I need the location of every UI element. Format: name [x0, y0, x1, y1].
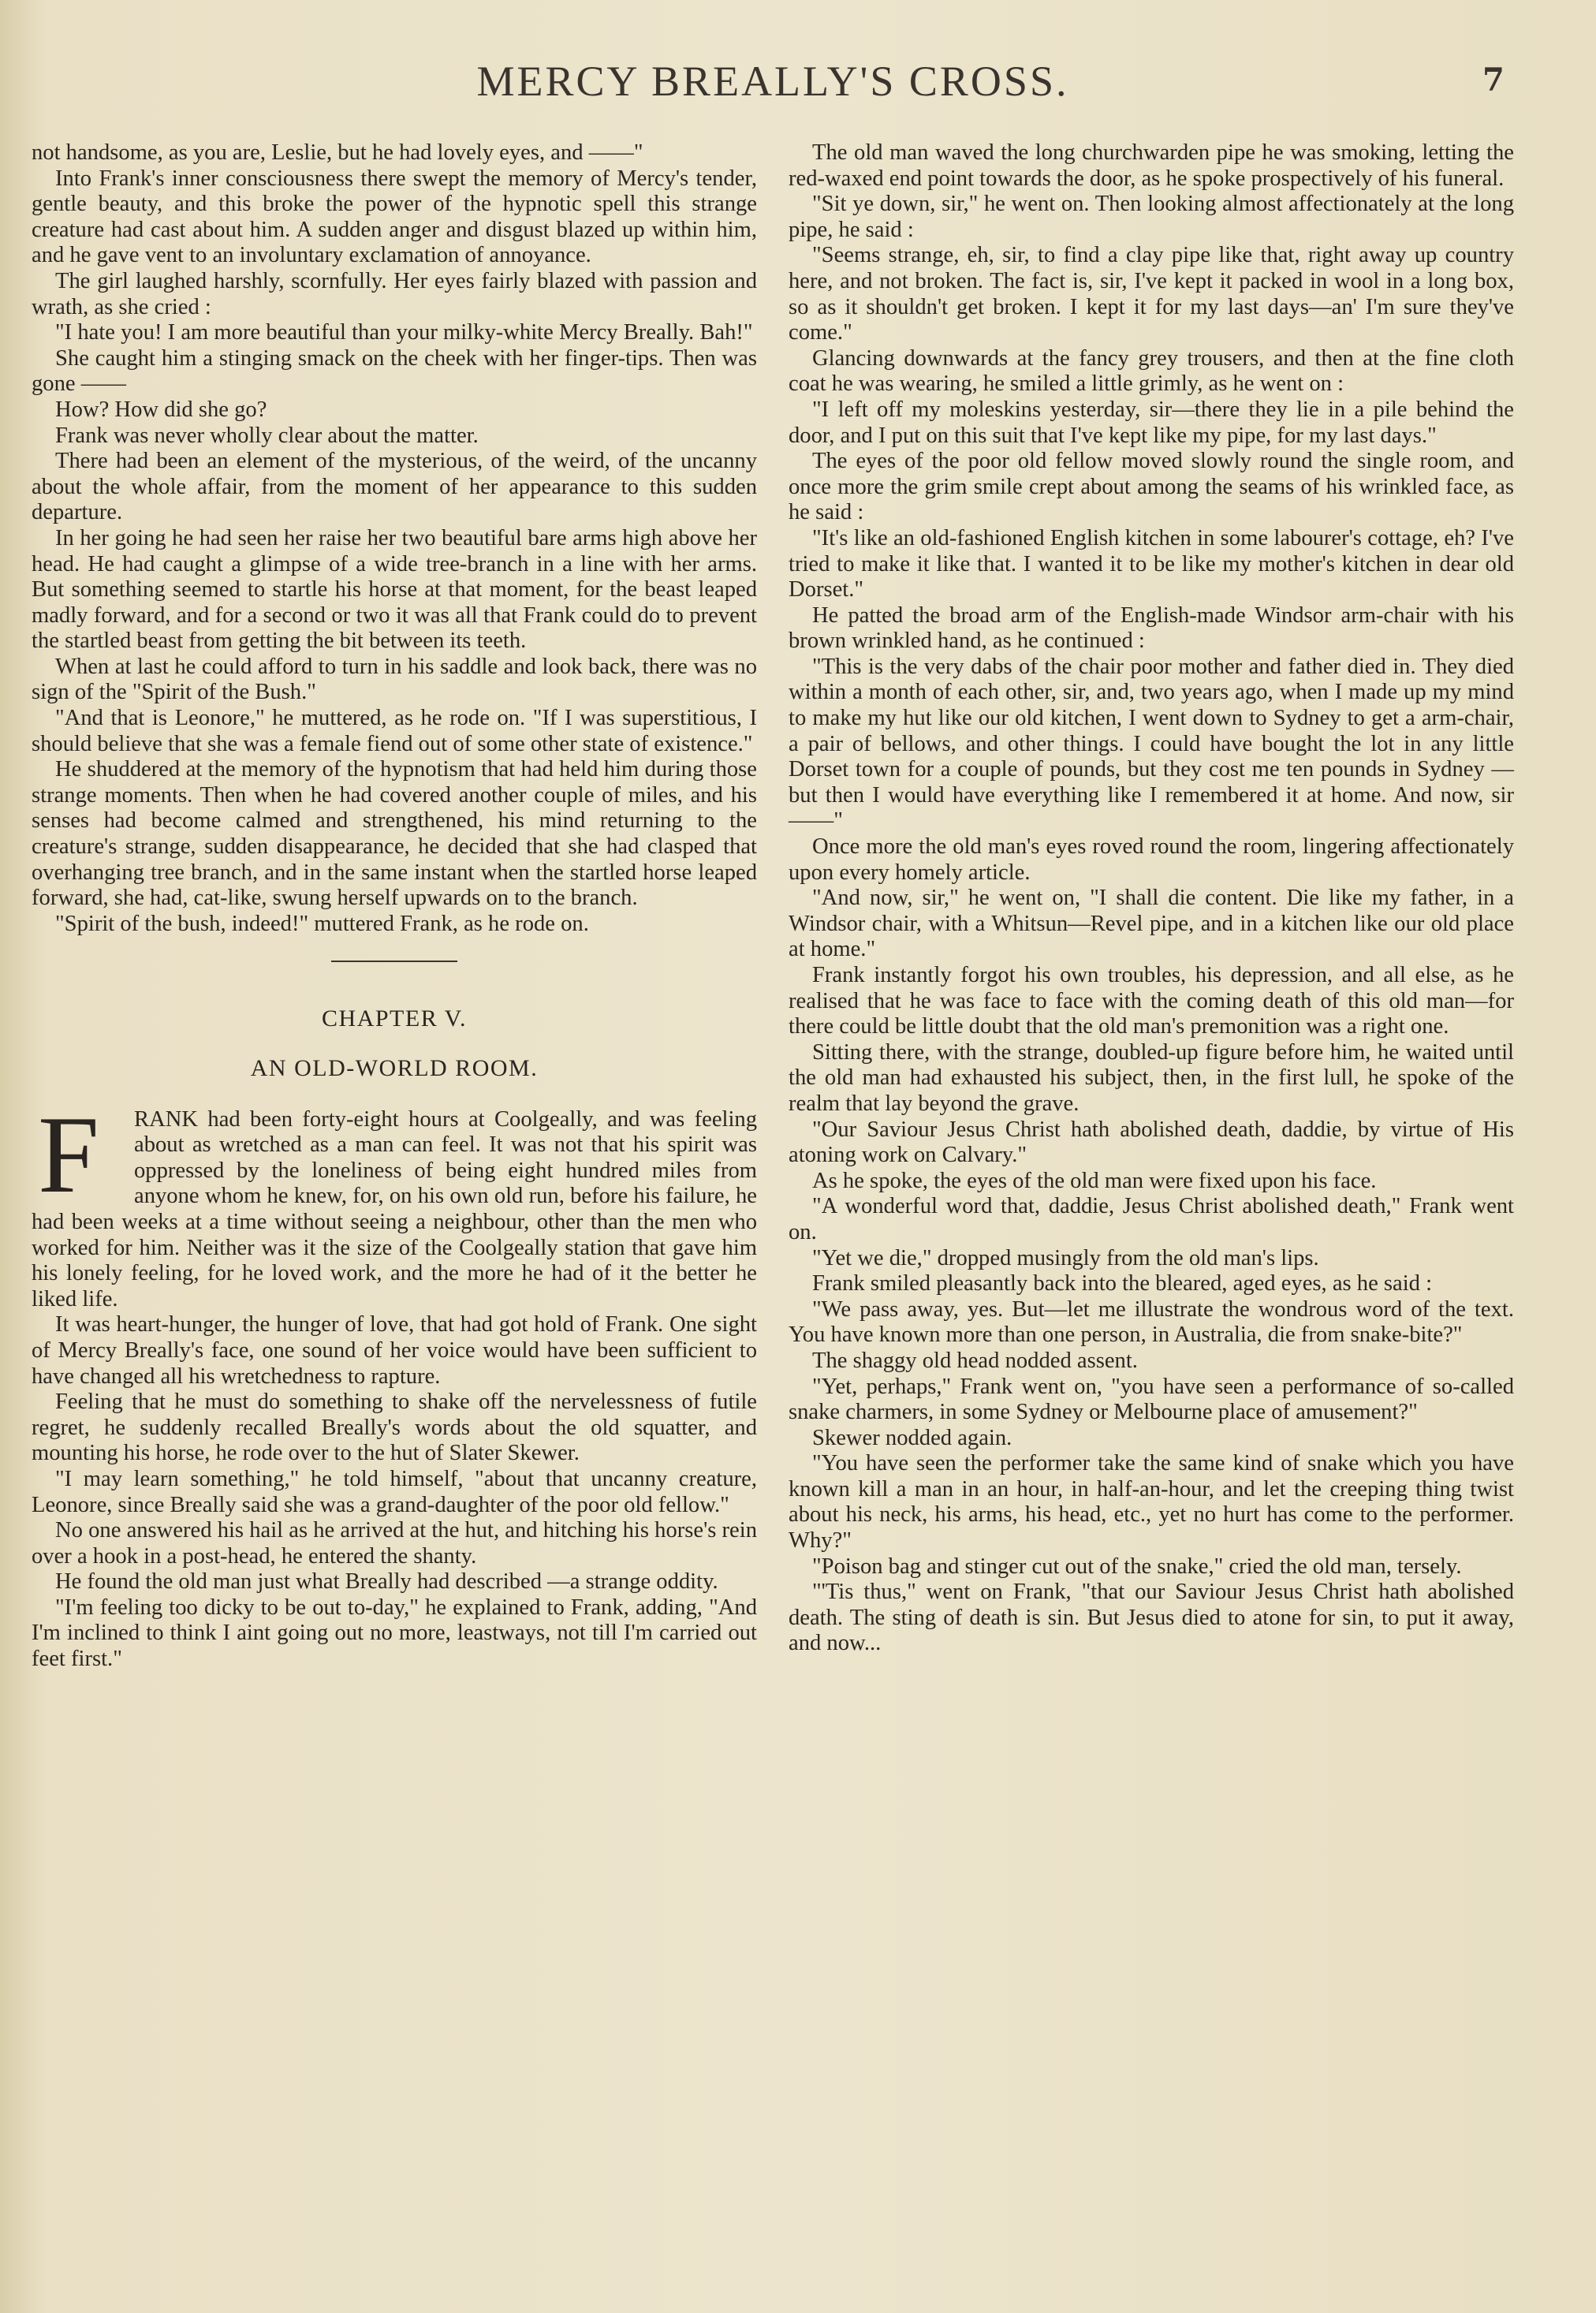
- paragraph: "I may learn something," he told himself, "about that uncanny creature, Leonore, since Breally said she was a grand-daughter of the poor old fellow.": [32, 1466, 757, 1517]
- paragraph: "A wonderful word that, daddie, Jesus Christ abolished death," Frank went on.: [789, 1194, 1514, 1244]
- left-column: [32, 140, 757, 1673]
- paragraph: Frank smiled pleasantly back into the bleared, aged eyes, as he said :: [812, 1271, 1433, 1296]
- paragraph: "Yet we die," dropped musingly from the old man's lips.: [812, 1245, 1319, 1270]
- paragraph: He found the old man just what Breally had described —a strange oddity.: [55, 1569, 718, 1595]
- paragraph: "We pass away, yes. But—let me illustrate the wondrous word of the text. You have known more than one person, in Australia, die from snake-bite?": [789, 1296, 1514, 1348]
- paragraph: The shaggy old head nodded assent.: [812, 1348, 1138, 1373]
- paragraph: Sitting there, with the strange, doubled-up figure before him, he waited until the old man had exhausted his subject, then, in the first lull, he spoke of the realm that lay beyond the grave.: [789, 1039, 1514, 1116]
- paragraph: Skewer nodded again.: [812, 1425, 1012, 1450]
- running-title: MERCY BREALLY'S CROSS.: [476, 58, 1069, 105]
- paragraph: When at last he could afford to turn in his saddle and look back, there was no sign of the "Spirit of the Bush.": [32, 654, 757, 705]
- paragraph: He patted the broad arm of the English-made Windsor arm-chair with his brown wrinkled hand, as he continued :: [789, 602, 1514, 654]
- paragraph: "Sit ye down, sir," he went on. Then looking almost affectionately at the long pipe, he said :: [789, 192, 1514, 242]
- paragraph: He shuddered at the memory of the hypnotism that had held him during those strange moments. Then when he had covered another couple of miles, and his senses had become calmed and strengthened, his mind returning to the creature's strange, sudden disappearance, he decided that she had clasped that overhanging tree branch, and in the same instant when the startled horse leaped forward, she had, cat-like, swung herself upwards on to the branch.: [32, 757, 757, 911]
- paragraph: "Spirit of the bush, indeed!" muttered Frank, as he rode on.: [55, 911, 589, 936]
- paragraph: "I'm feeling too dicky to be out to-day," he explained to Frank, adding, "And I'm inclined to think I aint going out no more, leastways, not till I'm carried out feet first.": [32, 1595, 757, 1672]
- paragraph: No one answered his hail as he arrived at the hut, and hitching his horse's rein over a hook in a post-head, he entered the shanty.: [32, 1518, 757, 1569]
- paragraph: "And now, sir," he went on, "I shall die content. Die like my father, in a Windsor chair, with a Whitsun—Revel pipe, and in a kitchen like our old place at home.": [789, 886, 1514, 962]
- right-column: [789, 140, 1514, 1657]
- paragraph: "'Tis thus," went on Frank, "that our Saviour Jesus Christ hath abolished death. The sting of death is sin. But Jesus died to atone for sin, to put it away, and now...: [789, 1580, 1514, 1656]
- paragraph: "Yet, perhaps," Frank went on, "you have seen a performance of so-called snake charmers, in some Sydney or Melbourne place of amusement?": [789, 1374, 1514, 1425]
- section-divider: [331, 961, 457, 962]
- paragraph: She caught him a stinging smack on the cheek with her finger-tips. Then was gone ——: [32, 345, 757, 397]
- paragraph: Frank was never wholly clear about the matter.: [55, 423, 479, 448]
- paragraph: The girl laughed harshly, scornfully. Her eyes fairly blazed with passion and wrath, as she cried :: [32, 268, 757, 319]
- paragraph: Feeling that he must do something to shake off the nervelessness of futile regret, he suddenly recalled Breally's words about the old squatter, and mounting his horse, he rode over to the hut of Slater Skewer.: [32, 1390, 757, 1466]
- paragraph: Frank instantly forgot his own troubles, his depression, and all else, as he realised that he was face to face with the coming death of this old man—for there could be little doubt that the old man's premonition was a right one.: [789, 963, 1514, 1039]
- paragraph: The old man waved the long churchwarden pipe he was smoking, letting the red-waxed end point towards the door, as he spoke prospectively of his funeral.: [789, 140, 1514, 191]
- paragraph: "I hate you! I am more beautiful than your milky-white Mercy Breally. Bah!": [55, 320, 753, 345]
- drop-cap: F: [38, 1093, 99, 1216]
- page-number: 7: [1482, 62, 1505, 99]
- paragraph: "Poison bag and stinger cut out of the snake," cried the old man, tersely.: [812, 1554, 1462, 1579]
- paragraph: "And that is Leonore," he muttered, as he rode on. "If I was superstitious, I should believe that she was a female fiend out of some other state of existence.": [32, 706, 757, 756]
- paragraph: "Our Saviour Jesus Christ hath abolished death, daddie, by virtue of His atoning work on Calvary.": [789, 1117, 1514, 1168]
- chapter-subtitle: AN OLD-WORLD ROOM.: [250, 1055, 539, 1081]
- paragraph: As he spoke, the eyes of the old man were fixed upon his face.: [812, 1168, 1377, 1193]
- paragraph: Into Frank's inner consciousness there swept the memory of Mercy's tender, gentle beauty, and this broke the power of the hypnotic spell this strange creature had cast about him. A sudden anger and disgust blazed up within him, and he gave vent to an involuntary exclamation of annoyance.: [32, 166, 757, 268]
- paragraph: "I left off my moleskins yesterday, sir—there they lie in a pile behind the door, and I put on this suit that I've kept like my pipe, for my last days.": [789, 397, 1514, 448]
- chapter-opening: [32, 1093, 757, 1313]
- paragraph: Once more the old man's eyes roved round the room, lingering affectionately upon every homely article.: [789, 834, 1514, 885]
- paragraph: not handsome, as you are, Leslie, but he had lovely eyes, and ——": [32, 140, 643, 165]
- paragraph: The eyes of the poor old fellow moved slowly round the single room, and once more the grim smile crept about among the seams of his wrinkled face, as he said :: [789, 449, 1514, 525]
- paragraph: "You have seen the performer take the same kind of snake which you have known kill a man in an hour, in half-an-hour, and let the creeping thing twist about his neck, his arms, his head, etc., yet no hurt has come to the performer. Why?": [789, 1451, 1514, 1554]
- paragraph: There had been an element of the mysterious, of the weird, of the uncanny about the whole affair, from the moment of her appearance to this sudden departure.: [32, 449, 757, 525]
- paragraph: Glancing downwards at the fancy grey trousers, and then at the fine cloth coat he was wearing, he smiled a little grimly, as he went on :: [789, 345, 1514, 397]
- page-header: [0, 57, 1596, 112]
- opening-paragraph: RANK had been forty-eight hours at Coolgeally, and was feeling about as wretched as a man can feel. It was not that his spirit was oppressed by the loneliness of being eight hundred miles from anyone whom he knew, for, on his own old run, before his failure, he had been weeks at a time without seeing a neighbour, other than the men who worked for him. Neither was it the size of the Coolgeally station that gave him his lonely feeling, for he loved work, and the more he had of it the better he liked life.: [32, 1106, 757, 1311]
- paragraph: How? How did she go?: [55, 397, 267, 422]
- paragraph: In her going he had seen her raise her two beautiful bare arms high above her head. He had caught a glimpse of a wide tree-branch in a line with her arms. But something seemed to startle his horse at that moment, for the beast leaped madly forward, and for a second or two it was all that Frank could do to prevent the startled beast from getting the bit between its teeth.: [32, 525, 757, 654]
- chapter-heading: CHAPTER V.: [322, 1005, 467, 1032]
- paragraph: "This is the very dabs of the chair poor mother and father died in. They died within a month of each other, sir, and, two years ago, when I made up my mind to make my hut like our old kitchen, I went down to Sydney to get a arm-chair, a pair of bellows, and other things. I could have bought the lot in any little Dorset town for a couple of pounds, but they cost me ten pounds in Sydney —but then I would have everything like I remembered it at home. And now, sir ——": [789, 654, 1514, 834]
- paragraph: "It's like an old-fashioned English kitchen in some labourer's cottage, eh? I've tried to make it like that. I wanted it to be like my mother's kitchen in dear old Dorset.": [789, 525, 1514, 602]
- paragraph: "Seems strange, eh, sir, to find a clay pipe like that, right away up country here, and not broken. The fact is, sir, I've kept it packed in wool in a long box, so as it shouldn't get broken. I kept it for my last days—an' I'm sure they've come.": [789, 243, 1514, 345]
- paragraph: It was heart-hunger, the hunger of love, that had got hold of Frank. One sight of Mercy Breally's face, one sound of her voice would have been sufficient to have changed all his wretchedness to rapture.: [32, 1312, 757, 1389]
